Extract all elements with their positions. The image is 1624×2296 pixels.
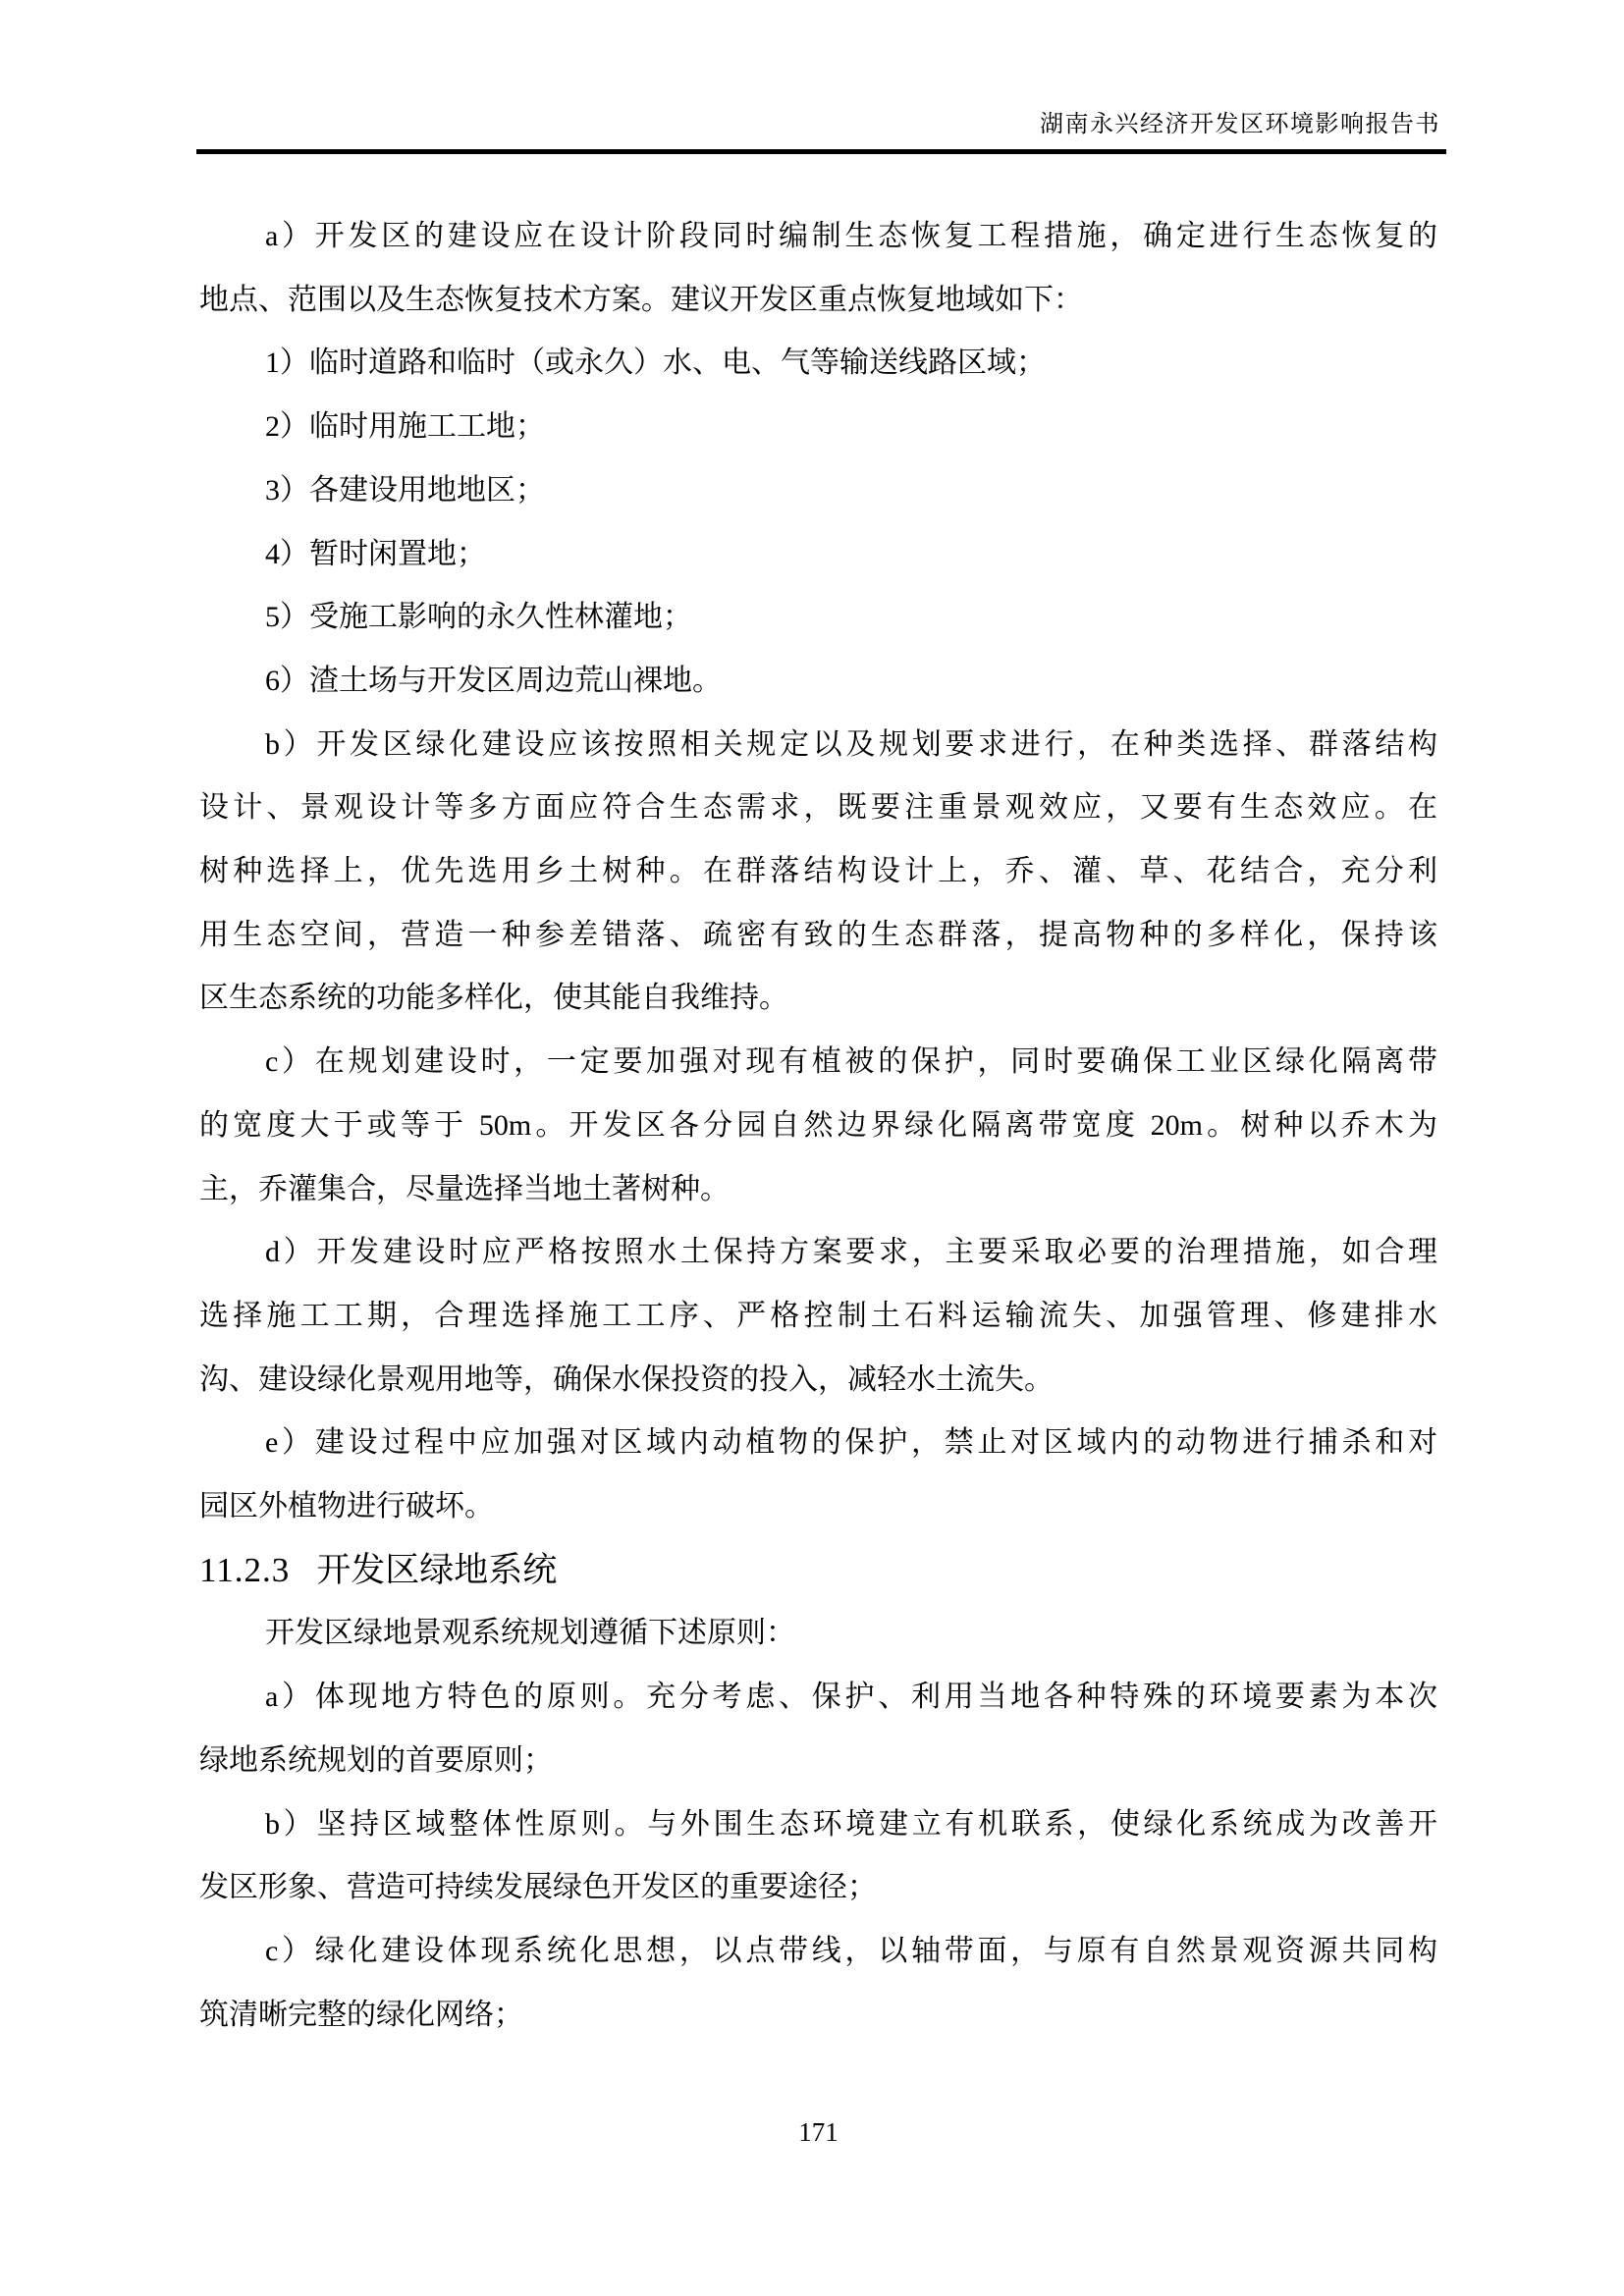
- page-header-title: 湖南永兴经济开发区环境影响报告书: [1040, 112, 1440, 137]
- body-line: 3）各建设用地地区；: [265, 473, 545, 507]
- body-line: d）开发建设时应严格按照水土保持方案要求，主要采取必要的治理措施，如合理: [265, 1236, 1437, 1269]
- body-line: c）绿化建设体现系统化思想，以点带线，以轴带面，与原有自然景观资源共同构: [265, 1934, 1437, 1967]
- body-line: 绿地系统规划的首要原则；: [199, 1743, 553, 1777]
- body-line: 设计、景观设计等多方面应符合生态需求，既要注重景观效应，又要有生态效应。在: [199, 791, 1437, 825]
- body-line: c）在规划建设时，一定要加强对现有植被的保护，同时要确保工业区绿化隔离带: [265, 1045, 1437, 1079]
- body-line: 区生态系统的功能多样化，使其能自我维持。: [199, 982, 788, 1015]
- body-line: 6）渣土场与开发区周边荒山裸地。: [265, 664, 722, 697]
- page-number: 171: [798, 2117, 839, 2147]
- body-line: 园区外植物进行破坏。: [199, 1490, 494, 1523]
- body-line: 用生态空间，营造一种参差错落、疏密有致的生态群落，提高物种的多样化，保持该: [199, 918, 1437, 951]
- body-line: 树种选择上，优先选用乡土树种。在群落结构设计上，乔、灌、草、花结合，充分利: [199, 855, 1437, 888]
- body-line: b）开发区绿化建设应该按照相关规定以及规划要求进行，在种类选择、群落结构: [265, 727, 1437, 761]
- body-line: e）建设过程中应加强对区域内动植物的保护，禁止对区域内的动物进行捕杀和对: [265, 1426, 1437, 1460]
- header-rule: [196, 149, 1446, 154]
- section-heading: [199, 1539, 1437, 1603]
- body-line: 沟、建设绿化景观用地等，确保水保投资的投入，减轻水土流失。: [199, 1362, 1054, 1396]
- document-body: [199, 205, 1437, 2047]
- body-line: 筑清晰完整的绿化网络；: [199, 1998, 523, 2031]
- body-line: 的宽度大于或等于 50m。开发区各分园自然边界绿化隔离带宽度 20m。树种以乔木为: [199, 1108, 1437, 1142]
- body-line: 开发区绿地景观系统规划遵循下述原则：: [265, 1617, 795, 1650]
- body-line: 发区形象、营造可持续发展绿色开发区的重要途径；: [199, 1871, 877, 1904]
- body-line: b）坚持区域整体性原则。与外围生态环境建立有机联系，使绿化系统成为改善开: [265, 1807, 1437, 1841]
- body-line: 主，乔灌集合，尽量选择当地土著树种。: [199, 1172, 730, 1205]
- body-line: 选择施工工期，合理选择施工工序、严格控制土石料运输流失、加强管理、修建排水: [199, 1299, 1437, 1332]
- body-line: 1）临时道路和临时（或永久）水、电、气等输送线路区域；: [265, 347, 1046, 380]
- section-heading-number: 11.2.3: [199, 1550, 291, 1589]
- body-line: 地点、范围以及生态恢复技术方案。建议开发区重点恢复地域如下：: [199, 283, 1083, 316]
- body-line: 5）受施工影响的永久性林灌地；: [265, 601, 692, 634]
- body-line: a）开发区的建设应在设计阶段同时编制生态恢复工程措施，确定进行生态恢复的: [265, 220, 1437, 252]
- body-line: 2）临时用施工工地；: [265, 410, 545, 444]
- body-line: a）体现地方特色的原则。充分考虑、保护、利用当地各种特殊的环境要素为本次: [265, 1681, 1437, 1714]
- section-heading-title: 开发区绿地系统: [316, 1550, 558, 1589]
- body-line: 4）暂时闲置地；: [265, 537, 486, 570]
